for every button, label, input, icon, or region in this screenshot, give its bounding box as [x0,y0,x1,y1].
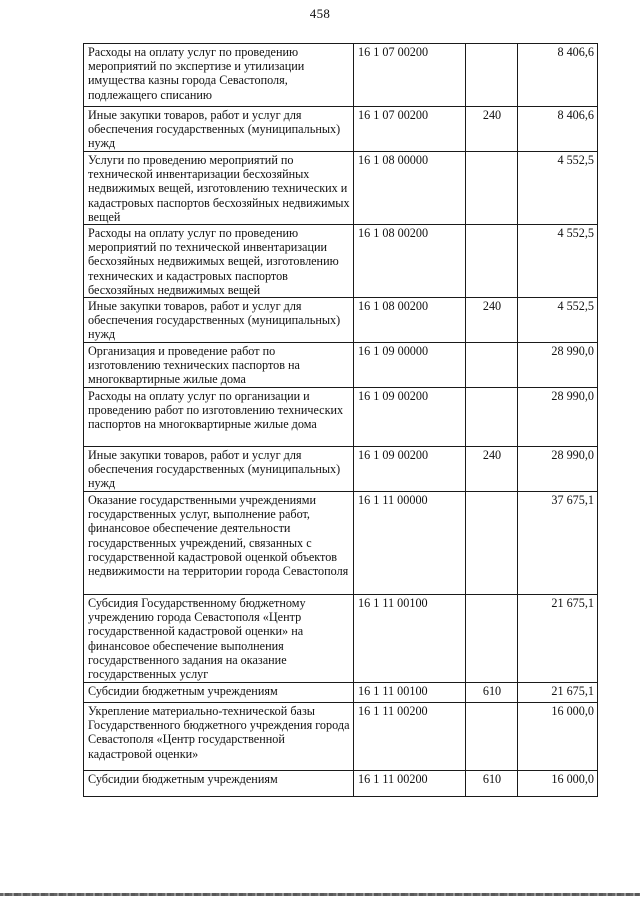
row-amount: 28 990,0 [518,447,598,492]
row-amount: 16 000,0 [518,771,598,797]
row-name: Иные закупки товаров, работ и услуг для обеспечения государственных (муниципальных) нужд [84,107,354,152]
row-code: 16 1 09 00000 [354,343,466,388]
row-name: Субсидии бюджетным учреждениям [84,683,354,703]
row-name: Оказание государственными учреждениями государственных услуг, выполнение работ, финансовое обеспечение деятельности государственных учреждений, связанных с государственной кадастровой оценкой объектов недвижимости на территории города Севастополя [84,492,354,595]
row-name: Организация и проведение работ по изготовлению технических паспортов на многоквартирные жилые дома [84,343,354,388]
row-name: Укрепление материально-технической базы Государственного бюджетного учреждения города Севастополя «Центр государственной кадастровой оценки» [84,703,354,771]
row-type [466,595,518,683]
row-code: 16 1 11 00000 [354,492,466,595]
table-row [84,225,598,298]
row-amount: 8 406,6 [518,44,598,107]
row-amount: 16 000,0 [518,703,598,771]
table-row [84,152,598,225]
row-type: 240 [466,107,518,152]
row-name: Иные закупки товаров, работ и услуг для обеспечения государственных (муниципальных) нужд [84,298,354,343]
row-amount: 8 406,6 [518,107,598,152]
budget-table [83,43,598,797]
row-amount: 21 675,1 [518,683,598,703]
row-amount: 21 675,1 [518,595,598,683]
row-name: Иные закупки товаров, работ и услуг для обеспечения государственных (муниципальных) нужд [84,447,354,492]
row-name: Расходы на оплату услуг по проведению мероприятий по технической инвентаризации бесхозяйных недвижимых вещей, изготовлению технических и кадастровых паспортов бесхозяйных недвижимых вещей [84,225,354,298]
row-type: 240 [466,447,518,492]
row-type: 610 [466,771,518,797]
row-code: 16 1 11 00100 [354,683,466,703]
row-code: 16 1 07 00200 [354,44,466,107]
row-name: Услуги по проведению мероприятий по технической инвентаризации бесхозяйных недвижимых вещей, изготовлению технических и кадастровых паспортов бесхозяйных недвижимых вещей [84,152,354,225]
row-code: 16 1 11 00200 [354,771,466,797]
page-number: 458 [309,6,331,21]
row-type [466,152,518,225]
row-amount: 4 552,5 [518,152,598,225]
table-row [84,492,598,595]
row-code: 16 1 09 00200 [354,388,466,447]
row-amount: 37 675,1 [518,492,598,595]
row-name: Расходы на оплату услуг по проведению мероприятий по экспертизе и утилизации имущества казны города Севастополя, подлежащего списанию [84,44,354,107]
table-row [84,447,598,492]
row-type: 240 [466,298,518,343]
row-code: 16 1 08 00200 [354,298,466,343]
table-row [84,343,598,388]
row-type [466,703,518,771]
row-type [466,492,518,595]
row-amount: 4 552,5 [518,298,598,343]
row-code: 16 1 08 00200 [354,225,466,298]
table-row [84,683,598,703]
row-name: Субсидии бюджетным учреждениям [84,771,354,797]
row-code: 16 1 11 00100 [354,595,466,683]
table-row [84,44,598,107]
row-type [466,343,518,388]
row-amount: 28 990,0 [518,388,598,447]
table-row [84,703,598,771]
row-type: 610 [466,683,518,703]
row-type [466,388,518,447]
table-row [84,388,598,447]
table-row [84,107,598,152]
row-code: 16 1 11 00200 [354,703,466,771]
row-type [466,44,518,107]
row-code: 16 1 07 00200 [354,107,466,152]
row-amount: 28 990,0 [518,343,598,388]
table-row [84,771,598,797]
row-type [466,225,518,298]
row-amount: 4 552,5 [518,225,598,298]
row-name: Расходы на оплату услуг по организации и проведению работ по изготовлению технических паспортов на многоквартирные жилые дома [84,388,354,447]
row-name: Субсидия Государственному бюджетному учреждению города Севастополя «Центр государственной кадастровой оценки» на финансовое обеспечение выполнения государственного задания на оказание государственных услуг [84,595,354,683]
table-row [84,298,598,343]
scan-edge-divider [0,893,640,896]
row-code: 16 1 09 00200 [354,447,466,492]
row-code: 16 1 08 00000 [354,152,466,225]
table-row [84,595,598,683]
